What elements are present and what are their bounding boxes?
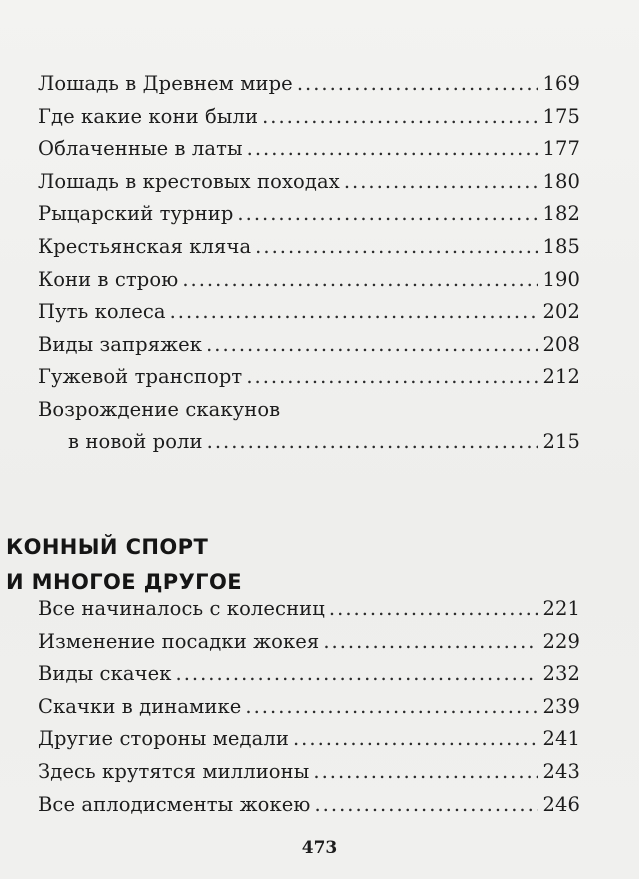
dot-leader	[206, 333, 538, 356]
dot-leader	[314, 793, 538, 816]
toc-entry	[38, 727, 580, 760]
toc-entry	[38, 695, 580, 728]
page-number: 473	[301, 838, 338, 858]
toc-entry-title: Все аплодисменты жокею	[38, 792, 311, 816]
toc-entry-page: 229	[542, 629, 580, 653]
dot-leader	[246, 365, 538, 388]
dot-leader	[313, 760, 538, 783]
toc-entry-title: Изменение посадки жокея	[38, 629, 320, 653]
toc-entry	[38, 365, 580, 398]
toc-entry	[38, 597, 580, 630]
table-of-contents-section	[38, 597, 580, 825]
dot-leader	[247, 137, 539, 160]
toc-entry-page: 182	[542, 202, 580, 226]
dot-leader	[297, 72, 539, 95]
toc-entry-title: Рыцарский турнир	[38, 202, 234, 226]
toc-entry-page: 180	[542, 169, 580, 193]
toc-entry	[38, 430, 580, 463]
toc-entry-page: 212	[542, 365, 580, 389]
section-heading-line: КОННЫЙ СПОРТ	[6, 535, 209, 559]
toc-entry-first-line	[38, 398, 580, 430]
toc-entry	[38, 662, 580, 695]
toc-entry-page: 215	[542, 429, 580, 453]
toc-entry-title: Гужевой транспорт	[38, 365, 243, 389]
toc-entry-title: Лошадь в крестовых походах	[38, 169, 340, 193]
dot-leader	[323, 630, 538, 653]
dot-leader	[255, 235, 538, 258]
toc-entry	[38, 137, 580, 170]
toc-entry	[38, 235, 580, 268]
toc-entry	[38, 760, 580, 793]
toc-entry-page: 185	[542, 234, 580, 258]
toc-entry	[38, 202, 580, 235]
toc-entry	[38, 793, 580, 826]
toc-entry-page: 239	[542, 694, 580, 718]
dot-leader	[207, 430, 539, 453]
toc-entry-title: Скачки в динамике	[38, 694, 242, 718]
toc-entry-title: Здесь крутятся миллионы	[38, 759, 310, 783]
toc-entry-title-continued: в новой роли	[68, 429, 203, 453]
toc-entry-page: 175	[542, 104, 580, 128]
toc-entry	[38, 630, 580, 663]
toc-entry-title: Возрождение скакунов	[38, 397, 281, 421]
dot-leader	[329, 597, 539, 620]
toc-entry	[38, 105, 580, 138]
toc-entry-title: Кони в строю	[38, 267, 179, 291]
toc-entry-title: Другие стороны медали	[38, 727, 289, 751]
toc-entry-page: 202	[542, 300, 580, 324]
toc-entry-page: 208	[542, 332, 580, 356]
table-of-contents	[38, 72, 580, 463]
dot-leader	[293, 727, 538, 750]
toc-entry-title: Облаченные в латы	[38, 137, 243, 161]
toc-entry-page: 241	[542, 727, 580, 751]
toc-entry-title: Путь колеса	[38, 300, 166, 324]
section-heading	[6, 530, 586, 600]
toc-entry-title: Виды запряжек	[38, 332, 203, 356]
dot-leader	[237, 202, 538, 225]
toc-entry-title: Крестьянская кляча	[38, 234, 252, 258]
toc-entry-page: 221	[542, 597, 580, 620]
toc-entry-page: 246	[542, 792, 580, 816]
dot-leader	[344, 170, 539, 193]
dot-leader	[262, 105, 538, 128]
dot-leader	[170, 300, 539, 323]
toc-entry	[38, 300, 580, 333]
toc-entry-page: 243	[542, 759, 580, 783]
toc-entry-title: Где какие кони были	[38, 104, 259, 128]
toc-entry-title: Все начиналось с колесниц	[38, 597, 325, 620]
section-heading-line: И МНОГОЕ ДРУГОЕ	[6, 570, 242, 594]
dot-leader	[245, 695, 538, 718]
toc-entry	[38, 268, 580, 301]
toc-entry	[38, 170, 580, 203]
toc-entry-page: 232	[542, 662, 580, 686]
toc-entry-page: 177	[542, 137, 580, 161]
toc-entry	[38, 333, 580, 366]
dot-leader	[176, 662, 539, 685]
toc-entry-title: Виды скачек	[38, 662, 172, 686]
dot-leader	[182, 268, 538, 291]
toc-entry-page: 169	[542, 72, 580, 95]
toc-entry	[38, 72, 580, 105]
toc-entry-page: 190	[542, 267, 580, 291]
toc-entry-title: Лошадь в Древнем мире	[38, 72, 293, 95]
